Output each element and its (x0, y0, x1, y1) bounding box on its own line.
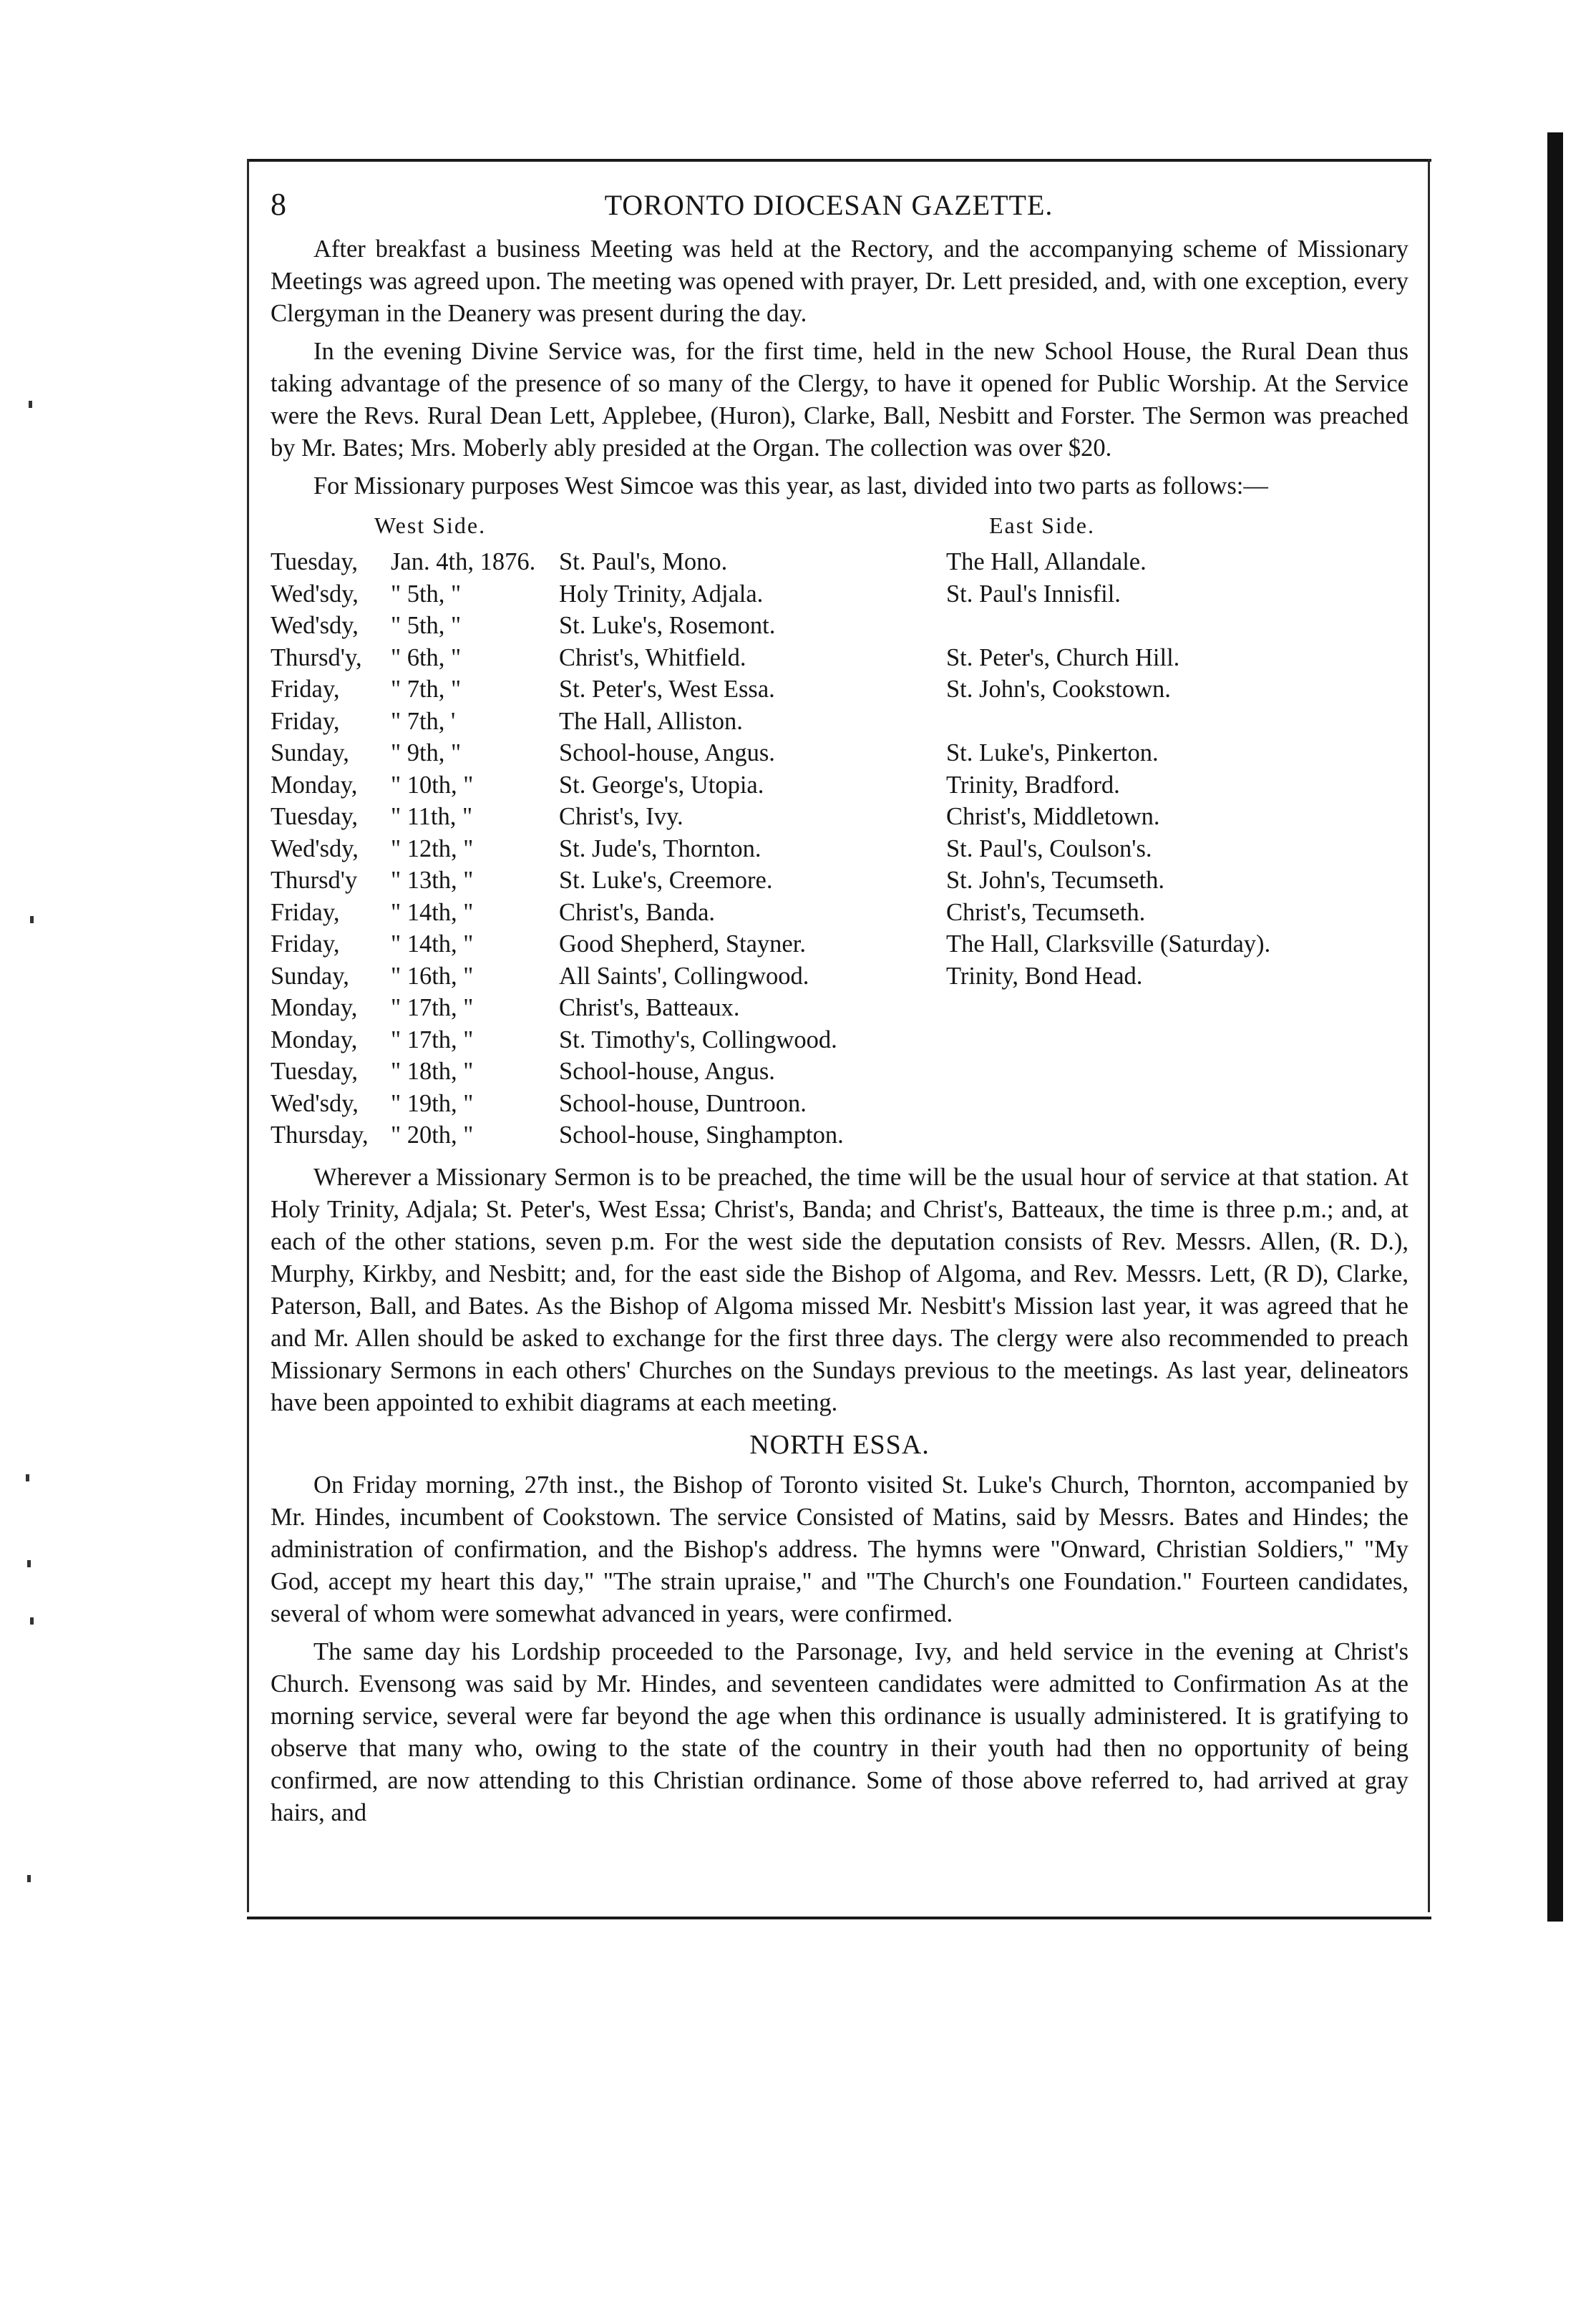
schedule-date: " 5th, " (391, 612, 462, 639)
schedule-west-station: All Saints', Collingwood. (559, 962, 809, 990)
schedule-date: " 18th, " (391, 1058, 474, 1085)
schedule-east-station: St. Luke's, Pinkerton. (946, 739, 1159, 766)
schedule-day: Friday, (271, 676, 340, 703)
schedule-day: Thursday, (271, 1121, 369, 1149)
schedule-headings (271, 512, 1408, 539)
schedule-day: Tuesday, (271, 1058, 359, 1085)
schedule-east-station: St. John's, Tecumseth. (946, 867, 1165, 894)
schedule-west-station: Christ's, Whitfield. (559, 643, 746, 671)
paragraph-business-meeting: After breakfast a business Meeting was held at the Rectory, and the accompanying scheme of Missionary Meetings was agreed upon. The meeting was opened with prayer, Dr. Lett presided, and, with one exception, every Clergyman in the Deanery was present during the day. (271, 235, 1408, 327)
schedule-day: Monday, (271, 1026, 358, 1053)
schedule-west-station: The Hall, Alliston. (559, 707, 743, 735)
schedule-east-station: St. John's, Cookstown. (946, 676, 1171, 703)
missionary-schedule (271, 546, 1408, 1151)
schedule-date: " 19th, " (391, 1089, 474, 1117)
schedule-row (271, 706, 1408, 738)
schedule-date: " 14th, " (391, 898, 474, 926)
schedule-west-station: Good Shepherd, Stayner. (559, 930, 806, 958)
running-title: TORONTO DIOCESAN GAZETTE. (604, 189, 1054, 221)
schedule-west-station: Holy Trinity, Adjala. (559, 580, 764, 608)
schedule-row (271, 1024, 1408, 1056)
schedule-date: " 12th, " (391, 834, 474, 862)
schedule-date: " 14th, " (391, 930, 474, 958)
schedule-east-station: The Hall, Allandale. (946, 548, 1147, 575)
schedule-row (271, 610, 1408, 642)
schedule-west-station: School-house, Angus. (559, 1058, 775, 1085)
schedule-west-station: St. Paul's, Mono. (559, 548, 728, 575)
schedule-date: " 20th, " (391, 1121, 474, 1149)
schedule-east-station: St. Peter's, Church Hill. (946, 643, 1180, 671)
schedule-day: Friday, (271, 707, 340, 735)
schedule-east-station: Christ's, Tecumseth. (946, 898, 1146, 926)
schedule-west-station: Christ's, Batteaux. (559, 994, 740, 1021)
schedule-day: Sunday, (271, 962, 349, 990)
page-border-right (1428, 159, 1430, 1912)
schedule-row (271, 1119, 1408, 1151)
scan-edge-shadow (1547, 132, 1563, 1922)
schedule-row (271, 992, 1408, 1024)
schedule-day: Wed'sdy, (271, 612, 359, 639)
schedule-row (271, 960, 1408, 993)
schedule-west-station: St. Timothy's, Collingwood. (559, 1026, 837, 1053)
schedule-east-station: Christ's, Middletown. (946, 803, 1160, 830)
scan-margin-specks (21, 401, 36, 1904)
schedule-west-station: School-house, Angus. (559, 739, 775, 766)
schedule-date: " 6th, " (391, 643, 462, 671)
schedule-west-station: Christ's, Ivy. (559, 803, 683, 830)
schedule-date: " 7th, ' (391, 707, 456, 735)
schedule-row (271, 673, 1408, 706)
schedule-row (271, 737, 1408, 769)
east-side-heading: East Side. (989, 512, 1095, 538)
gazette-page (271, 186, 1408, 1835)
schedule-row (271, 642, 1408, 674)
schedule-west-station: St. George's, Utopia. (559, 771, 764, 799)
schedule-west-station: St. Luke's, Rosemont. (559, 612, 776, 639)
schedule-east-station: St. Paul's Innisfil. (946, 580, 1121, 608)
paragraph-sermon-times: Wherever a Missionary Sermon is to be preached, the time will be the usual hour of service at that station. At Holy Trinity, Adjala; St. Peter's, West Essa; Christ's, Banda; and Christ's, Batteaux, the time is three p.m.; and, at each of the other stations, seven p.m. For the west side the deputation consists of Rev. Messrs. Allen, (R. D.), Murphy, Kirkby, and Nesbitt; and, for the east side the Bishop of Algoma, and Rev. Messrs. Lett, (R D), Clarke, Paterson, Ball, and Bates. As the Bishop of Algoma missed Mr. Nesbitt's Mission last year, it was agreed that he and Mr. Allen should be asked to exchange for the first three days. The clergy were also recommended to preach Missionary Sermons in each others' Churches on the Sundays previous to the meetings. As last year, delineators have been appointed to exhibit diagrams at each meeting. (271, 1163, 1408, 1416)
schedule-date: " 16th, " (391, 962, 474, 990)
schedule-row (271, 865, 1408, 897)
schedule-row (271, 769, 1408, 802)
schedule-day: Monday, (271, 771, 358, 799)
schedule-date: Jan. 4th, 1876. (391, 548, 536, 575)
schedule-day: Friday, (271, 930, 340, 958)
section-title-north-essa: NORTH ESSA. (749, 1429, 930, 1460)
schedule-day: Tuesday, (271, 548, 359, 575)
schedule-row (271, 897, 1408, 929)
page-header (271, 186, 1408, 233)
schedule-west-station: School-house, Duntroon. (559, 1089, 807, 1117)
schedule-row (271, 546, 1408, 578)
schedule-row (271, 1056, 1408, 1088)
schedule-west-station: St. Peter's, West Essa. (559, 676, 775, 703)
schedule-west-station: School-house, Singhampton. (559, 1121, 844, 1149)
schedule-date: " 17th, " (391, 1026, 474, 1053)
schedule-day: Friday, (271, 898, 340, 926)
schedule-day: Sunday, (271, 739, 349, 766)
schedule-date: " 10th, " (391, 771, 474, 799)
page-border-top (247, 159, 1431, 162)
schedule-date: " 7th, " (391, 676, 462, 703)
schedule-day: Wed'sdy, (271, 1089, 359, 1117)
schedule-east-station: The Hall, Clarksville (Saturday). (946, 930, 1271, 958)
west-side-heading: West Side. (374, 512, 487, 538)
schedule-day: Wed'sdy, (271, 834, 359, 862)
schedule-date: " 11th, " (391, 803, 473, 830)
paragraph-missionary-purposes: For Missionary purposes West Simcoe was this year, as last, divided into two parts as follows:— (313, 472, 1268, 500)
schedule-day: Wed'sdy, (271, 580, 359, 608)
schedule-date: " 9th, " (391, 739, 462, 766)
schedule-east-station: Trinity, Bond Head. (946, 962, 1143, 990)
schedule-day: Thursd'y, (271, 643, 362, 671)
schedule-date: " 13th, " (391, 867, 474, 894)
schedule-row (271, 578, 1408, 610)
schedule-day: Tuesday, (271, 803, 359, 830)
paragraph-thornton-visit: On Friday morning, 27th inst., the Bishop of Toronto visited St. Luke's Church, Thornton, accompanied by Mr. Hindes, incumbent of Cookstown. The service Consisted of Matins, said by Messrs. Bates and Hindes; the administration of confirmation, and the Bishop's address. The hymns were "Onward, Christian Soldiers," "My God, accept my heart this day," "The strain upraise," and "The Church's one Foundation." Fourteen candidates, several of whom were somewhat advanced in years, were confirmed. (271, 1471, 1408, 1627)
schedule-date: " 5th, " (391, 580, 462, 608)
schedule-day: Monday, (271, 994, 358, 1021)
schedule-day: Thursd'y (271, 867, 358, 894)
schedule-west-station: St. Jude's, Thornton. (559, 834, 761, 862)
schedule-west-station: St. Luke's, Creemore. (559, 867, 773, 894)
page-border-left (247, 159, 249, 1912)
page-number: 8 (271, 187, 286, 222)
schedule-row (271, 928, 1408, 960)
page-border-bottom (247, 1917, 1431, 1919)
schedule-date: " 17th, " (391, 994, 474, 1021)
paragraph-ivy-service: The same day his Lordship proceeded to the Parsonage, Ivy, and held service in the evening at Christ's Church. Evensong was said by Mr. Hindes, and seventeen candidates were admitted to Confirmation As at the morning service, several were far beyond the age when this ordinance is usually administered. It is gratifying to observe that many who, owing to the state of the country in their youth had then no opportunity of being confirmed, are now attending to this Christian ordinance. Some of those above referred to, had arrived at gray hairs, and (271, 1637, 1408, 1826)
schedule-row (271, 833, 1408, 865)
paragraph-evening-service: In the evening Divine Service was, for the first time, held in the new School House, the Rural Dean thus taking advantage of the presence of so many of the Clergy, to have it opened for Public Worship. At the Service were the Revs. Rural Dean Lett, Applebee, (Huron), Clarke, Ball, Nesbitt and Forster. The Sermon was preached by Mr. Bates; Mrs. Moberly ably presided at the Organ. The collection was over $20. (271, 338, 1408, 462)
schedule-row (271, 801, 1408, 833)
schedule-row (271, 1088, 1408, 1120)
schedule-east-station: Trinity, Bradford. (946, 771, 1120, 799)
schedule-east-station: St. Paul's, Coulson's. (946, 834, 1152, 862)
schedule-west-station: Christ's, Banda. (559, 898, 716, 926)
